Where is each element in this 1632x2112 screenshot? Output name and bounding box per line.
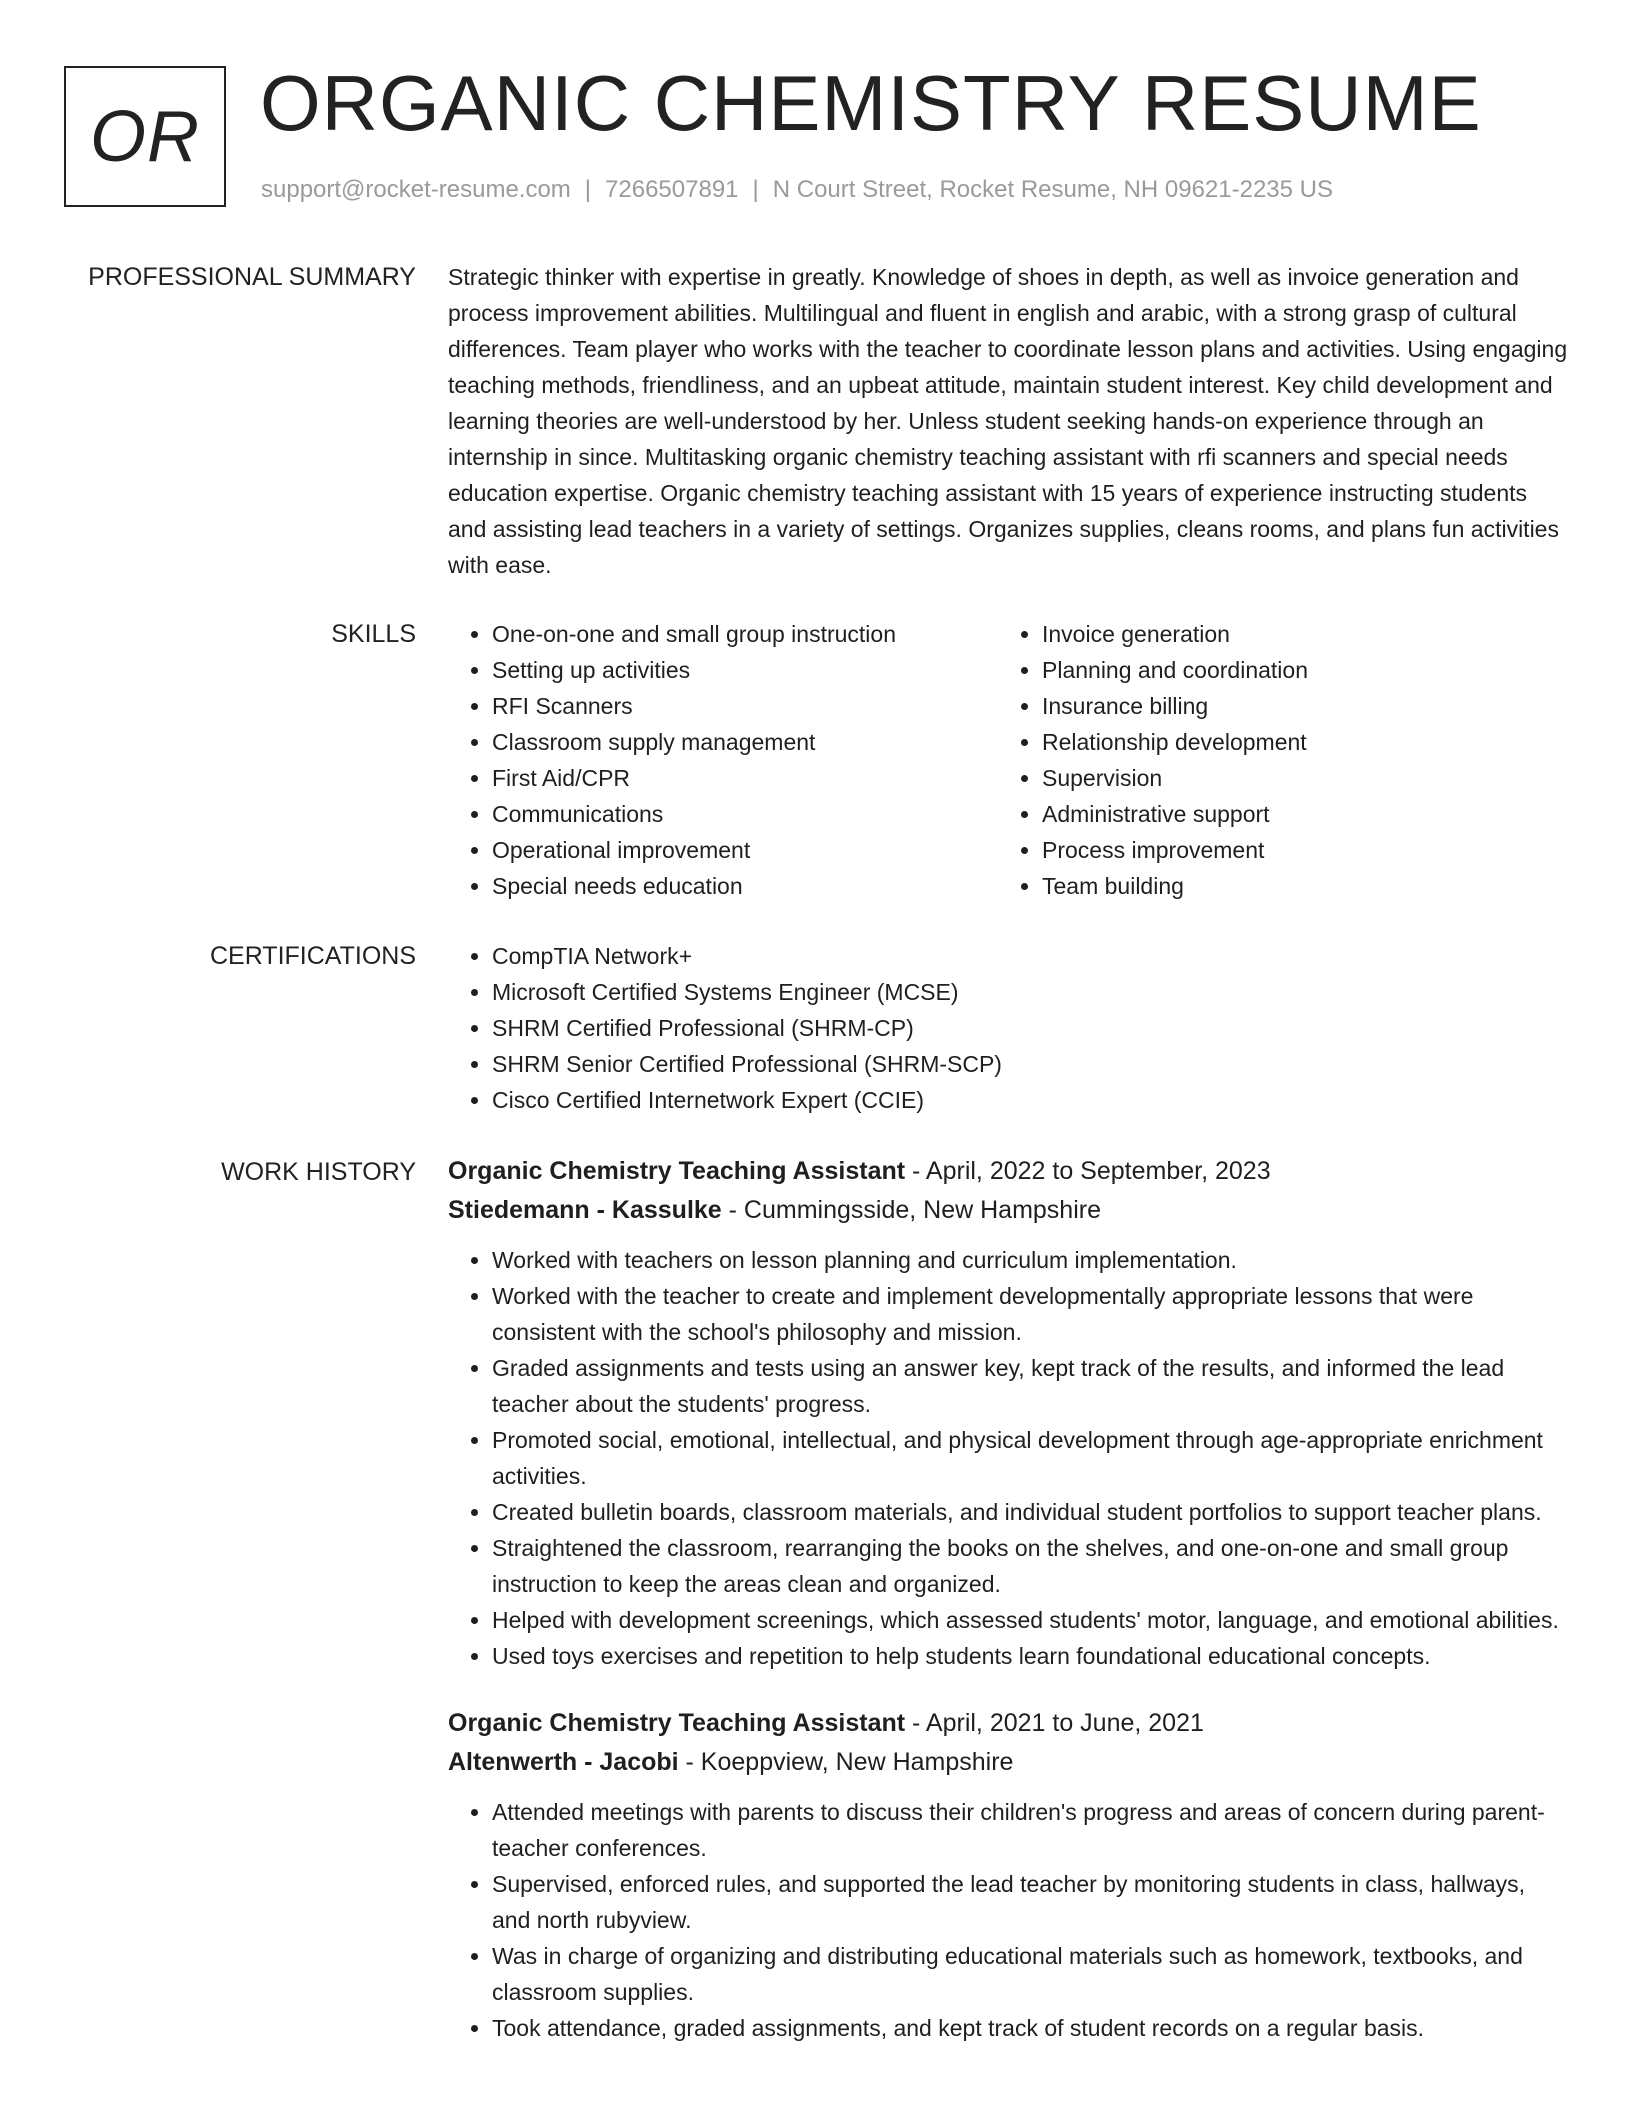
- list-item: • Worked with teachers on lesson planning and curriculum implementation.: [492, 1242, 1568, 1278]
- skills-column-right: [998, 616, 1548, 904]
- summary-text: Strategic thinker with expertise in greatly. Knowledge of shoes in depth, as well as invoice generation and process improvement abilities. Multilingual and fluent in english and arabic, with a strong grasp of cultural differences. Team player who works with the teacher to coordinate lesson plans and activities. Using engaging teaching methods, friendliness, and an upbeat attitude, maintain student interest. Key child development and learning theories are well-understood by her. Unless student seeking hands-on experience through an internship in since. Multitasking organic chemistry teaching assistant with rfi scanners and special needs education expertise. Organic chemistry teaching assistant with 15 years of experience instructing students and assisting lead teachers in a variety of settings. Organizes supplies, cleans rooms, and plans fun activities with ease.: [448, 264, 1568, 578]
- list-item: • Insurance billing: [1042, 688, 1548, 724]
- contact-line: [261, 174, 1333, 206]
- list-item: • Classroom supply management: [492, 724, 998, 760]
- contact-separator: |: [752, 176, 759, 203]
- job-company: Stiedemann - Kassulke: [448, 1196, 722, 1224]
- list-item: • Created bulletin boards, classroom materials, and individual student portfolios to support teacher plans.: [492, 1494, 1568, 1530]
- skills-list-right: [998, 616, 1548, 904]
- certifications-body: [448, 938, 1568, 1118]
- summary-body: [448, 259, 1568, 583]
- skills-column-left: [448, 616, 998, 904]
- job-location: - Koeppview, New Hampshire: [678, 1748, 1014, 1776]
- list-item: • Supervised, enforced rules, and supported the lead teacher by monitoring students in class, hallways, and north rubyview.: [492, 1866, 1568, 1938]
- job-duties-list: [448, 1242, 1568, 1674]
- section-label-skills: SKILLS: [331, 620, 416, 648]
- job-entry: [448, 1152, 1568, 1674]
- job-company-line: [448, 1191, 1568, 1230]
- list-item: • Graded assignments and tests using an answer key, kept track of the results, and informed the lead teacher about the students' progress.: [492, 1350, 1568, 1422]
- list-item: • Process improvement: [1042, 832, 1548, 868]
- list-item: • Promoted social, emotional, intellectual, and physical development through age-appropriate enrichment activities.: [492, 1422, 1568, 1494]
- job-dates: - April, 2022 to September, 2023: [905, 1157, 1271, 1185]
- skills-body: [448, 616, 1568, 904]
- list-item: • One-on-one and small group instruction: [492, 616, 998, 652]
- section-label-summary: PROFESSIONAL SUMMARY: [88, 263, 416, 291]
- list-item: • Setting up activities: [492, 652, 998, 688]
- skills-grid: [448, 616, 1568, 904]
- list-item: • Worked with the teacher to create and implement developmentally appropriate lessons that were consistent with the school's philosophy and mission.: [492, 1278, 1568, 1350]
- list-item: • CompTIA Network+: [492, 938, 1568, 974]
- list-item: • First Aid/CPR: [492, 760, 998, 796]
- list-item: • Used toys exercises and repetition to help students learn foundational educational concepts.: [492, 1638, 1568, 1674]
- work-history-body: [448, 1152, 1568, 2046]
- list-item: • Attended meetings with parents to discuss their children's progress and areas of concern during parent-teacher conferences.: [492, 1794, 1568, 1866]
- job-title-line: [448, 1152, 1568, 1191]
- section-label-work-history: WORK HISTORY: [221, 1158, 416, 1186]
- contact-email[interactable]: support@rocket-resume.com: [261, 176, 571, 203]
- contact-phone[interactable]: 7266507891: [605, 176, 739, 203]
- job-title: Organic Chemistry Teaching Assistant: [448, 1709, 906, 1737]
- list-item: • Planning and coordination: [1042, 652, 1548, 688]
- contact-address: N Court Street, Rocket Resume, NH 09621-2235 US: [772, 176, 1333, 203]
- list-item: • Cisco Certified Internetwork Expert (CCIE): [492, 1082, 1568, 1118]
- job-company: Altenwerth - Jacobi: [448, 1748, 679, 1776]
- list-item: • SHRM Senior Certified Professional (SHRM-SCP): [492, 1046, 1568, 1082]
- certifications-list: [448, 938, 1568, 1118]
- list-item: • SHRM Certified Professional (SHRM-CP): [492, 1010, 1568, 1046]
- list-item: • RFI Scanners: [492, 688, 998, 724]
- list-item: • Communications: [492, 796, 998, 832]
- list-item: • Administrative support: [1042, 796, 1548, 832]
- list-item: • Supervision: [1042, 760, 1548, 796]
- list-item: • Operational improvement: [492, 832, 998, 868]
- job-company-line: [448, 1743, 1568, 1782]
- section-label-certifications: CERTIFICATIONS: [209, 942, 416, 970]
- list-item: • Took attendance, graded assignments, and kept track of student records on a regular basis.: [492, 2010, 1568, 2046]
- skills-list-left: [448, 616, 998, 904]
- job-duties-list: [448, 1794, 1568, 2046]
- resume-title: ORGANIC CHEMISTRY RESUME: [260, 59, 1482, 147]
- job-dates: - April, 2021 to June, 2021: [905, 1709, 1204, 1737]
- resume-header: [0, 0, 1632, 230]
- list-item: • Straightened the classroom, rearranging the books on the shelves, and one-on-one and small group instruction to keep the areas clean and organized.: [492, 1530, 1568, 1602]
- job-entry: [448, 1704, 1568, 2046]
- list-item: • Invoice generation: [1042, 616, 1548, 652]
- list-item: • Microsoft Certified Systems Engineer (MCSE): [492, 974, 1568, 1010]
- list-item: • Helped with development screenings, which assessed students' motor, language, and emotional abilities.: [492, 1602, 1568, 1638]
- job-title: Organic Chemistry Teaching Assistant: [448, 1157, 906, 1185]
- list-item: • Special needs education: [492, 868, 998, 904]
- job-location: - Cummingsside, New Hampshire: [721, 1196, 1101, 1224]
- list-item: • Team building: [1042, 868, 1548, 904]
- job-title-line: [448, 1704, 1568, 1743]
- contact-separator: |: [584, 176, 592, 203]
- list-item: • Relationship development: [1042, 724, 1548, 760]
- monogram-logo: OR: [64, 66, 226, 207]
- list-item: • Was in charge of organizing and distributing educational materials such as homework, textbooks, and classroom supplies.: [492, 1938, 1568, 2010]
